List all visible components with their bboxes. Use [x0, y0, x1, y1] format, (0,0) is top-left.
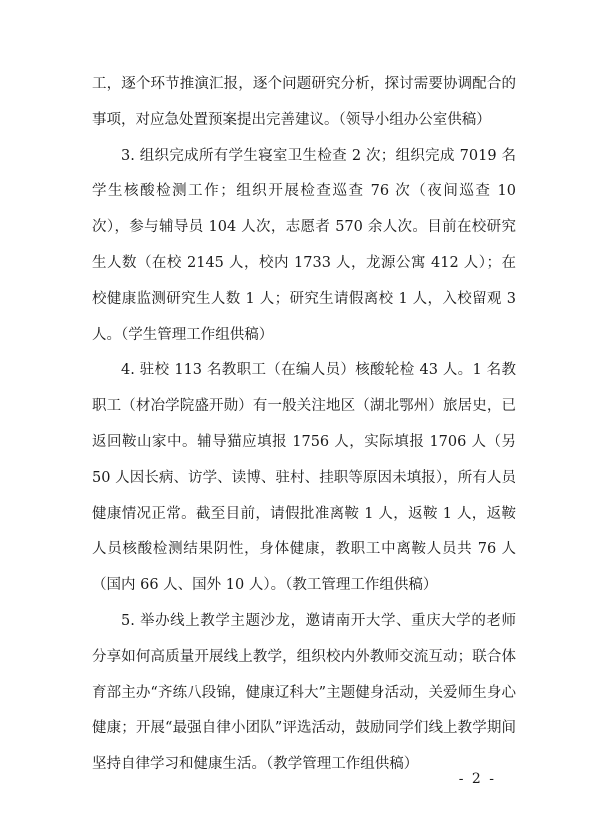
- paragraph-item-4: 4. 驻校 113 名教职工（在编人员）核酸轮检 43 人。1 名教职工（材冶学院盛开勋）有一般关注地区（湖北鄂州）旅居史，已返回鞍山家中。辅导猫应填报 1756 人，实际填报 1706 人（另 50 人因长病、访学、读博、驻村、挂职等原因未填报），所有人员健康情况正常。截至目前，请假批准离鞍 1 人，返鞍 1 人，返鞍人员核酸检测结果阴性，身体健康，教职工中离鞍人员共 76 人（国内 66 人、国外 10 人）。（教工管理工作组供稿）: [92, 362, 516, 594]
- page-number: - 2 -: [458, 771, 496, 787]
- paragraph-continued: 工，逐个环节推演汇报，逐个问题研究分析，探讨需要协调配合的事项，对应急处置预案提出完善建议。（领导小组办公室供稿）: [92, 76, 516, 128]
- paragraph-item-5: 5. 举办线上教学主题沙龙，邀请南开大学、重庆大学的老师分享如何高质量开展线上教学，组织校内外教师交流互动；联合体育部主办“齐练八段锦，健康辽科大”主题健身活动，关爱师生身心健康；开展“最强自律小团队”评选活动，鼓励同学们线上教学期间坚持自律学习和健康生活。（教学管理工作组供稿）: [92, 612, 516, 773]
- document-body: [92, 67, 516, 783]
- paragraph-item-3: 3. 组织完成所有学生寝室卫生检查 2 次；组织完成 7019 名学生核酸检测工作；组织开展检查巡查 76 次（夜间巡查 10 次），参与辅导员 104 人次，志愿者 570 余人次。目前在校研究生人数（在校 2145 人，校内 1733 人，龙源公寓 412 人）；在校健康监测研究生人数 1 人；研究生请假离校 1 人，入校留观 3 人。（学生管理工作组供稿）: [92, 147, 516, 343]
